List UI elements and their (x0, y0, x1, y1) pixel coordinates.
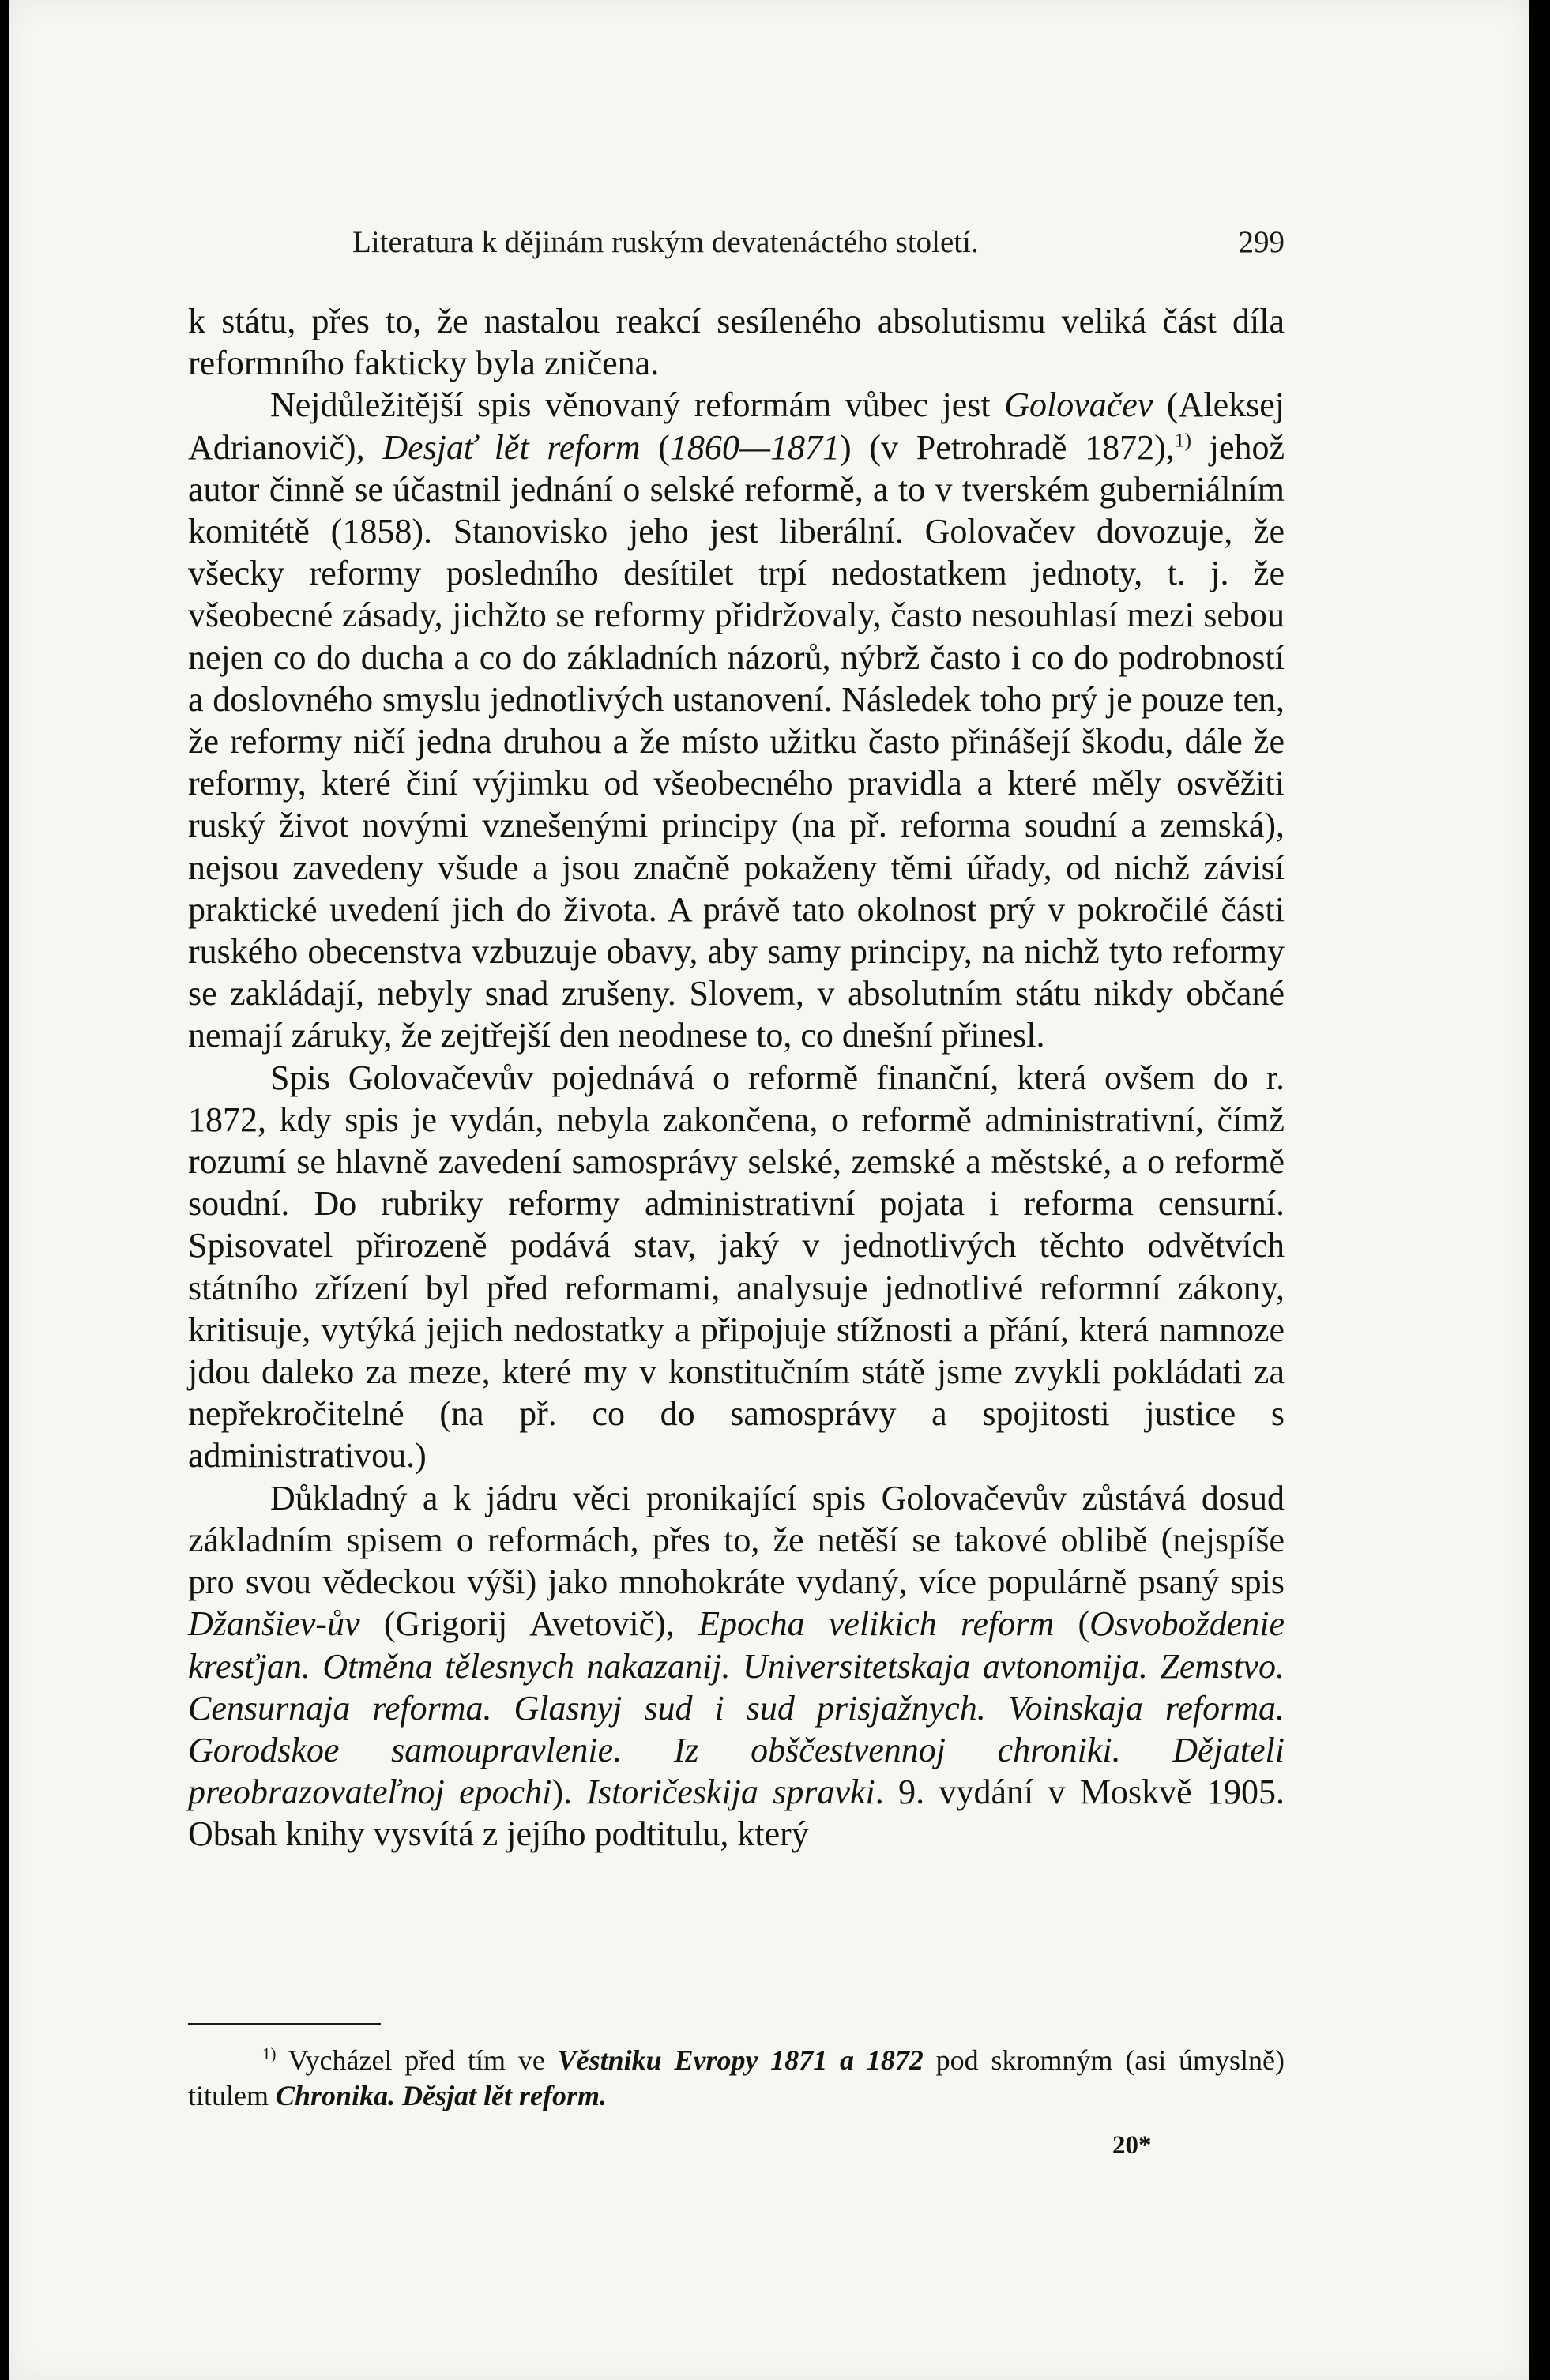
footnote-marker: 1) (262, 2044, 277, 2063)
italic-title: Osvoboždenie kresťjan. Otměna tělesnych nakazanij. Universitetskaja avtonomija. Zemstvo. Censurnaja reforma. Glasnyj sud i sud prisjažnych. Voinskaja reforma. Gorodskoe samoupravlenie. Iz obščestvennoj chroniki. Dějateli preobrazovateľnoj epochi (188, 1604, 1285, 1812)
paragraph (188, 300, 1285, 384)
italic-title: Desjať lět reform (382, 427, 641, 467)
footnote-marker: 1) (1174, 427, 1191, 451)
text-run: Spis Golovačevův pojednává o reformě finanční, která ovšem do r. 1872, kdy spis je vydán, nebyla zakončena, o reformě administrativní, čímž rozumí se hlavně zavedení samosprávy selské, zemské a městské, a o reformě soudní. Do rubriky reformy administrativní pojata i reforma censurní. Spisovatel přirozeně podává stav, jaký v jednotlivých těchto odvětvích státního zřízení byl před reformami, analysuje jednotlivé reformní zákony, kritisuje, vytýká jejich nedostatky a připojuje stížnosti a přání, která namnoze jdou daleko za meze, které my v konstitučním státě jsme zvykli pokládati za nepřekročitelné (na př. co do samosprávy a spojitosti justice s administrativou.) (188, 1058, 1285, 1476)
page-number: 299 (1238, 225, 1285, 259)
footnote (188, 2043, 1285, 2114)
footnote-divider (188, 2023, 381, 2025)
text-run: ( (1054, 1604, 1090, 1644)
text-run: k státu, přes to, že nastalou reakcí sesíleného absolutismu veliká část díla reformního fakticky byla zničena. (188, 302, 1285, 383)
text-run: Důkladný a k jádru věci pronikající spis Golovačevův zůstává dosud základním spisem o reformách, přes to, že netěší se takové oblibě (nejspíše pro svou vědeckou výši) jako mnohokráte vydaný, více populárně psaný spis (188, 1478, 1285, 1602)
italic-title: Epocha velikich reform (698, 1604, 1055, 1644)
text-run: ). (551, 1773, 587, 1812)
text-run: pod skromným (asi úmyslně) titulem (188, 2044, 1285, 2111)
body-text (188, 300, 1285, 1855)
text-run: ) (v Petrohradě 1872), (840, 427, 1175, 467)
italic-bold-title: Chronika. Děsjat lět reform. (276, 2080, 608, 2111)
page-header (352, 224, 1285, 264)
paragraph (188, 384, 1285, 1056)
paragraph (188, 1477, 1285, 1855)
italic-title: 1860—1871 (669, 427, 841, 467)
paragraph (188, 1057, 1285, 1477)
text-run: (Grigorij Avetovič), (359, 1604, 699, 1644)
italic-bold-title: Věstniku Evropy 1871 a 1872 (557, 2044, 924, 2076)
text-run: . 9. vydání v Moskvě 1905. Obsah knihy vysvítá z jejího podtitulu, který (188, 1773, 1285, 1854)
text-run: ( (640, 427, 670, 467)
text-run: (Aleksej Adrianovič), (188, 385, 1285, 467)
printer-signature-mark: 20* (1112, 2131, 1152, 2160)
italic-title: Golovačev (1004, 385, 1153, 425)
text-run: Nejdůležitější spis věnovaný reformám vůbec jest (270, 385, 1005, 425)
italic-title: Istoričeskija spravki (586, 1773, 875, 1812)
text-run: Vycházel před tím ve (276, 2044, 558, 2076)
italic-title: Džanšiev-ův (188, 1604, 360, 1644)
running-title: Literatura k dějinám ruským devatenáctého století. (352, 225, 979, 259)
book-page (9, 0, 1529, 2380)
text-run: jehož autor činně se účastnil jednání o selské reformě, a to v tverském guberniálním komitétě (1858). Stanovisko jeho jest liberální. Golovačev dovozuje, že všecky reformy posledního desítilet trpí nedostatkem jednoty, t. j. že všeobecné zásady, jichžto se reformy přidržovaly, často nesouhlasí mezi sebou nejen co do ducha a co do základních názorů, nýbrž často i co do podrobností a doslovného smyslu jednotlivých ustanovení. Následek toho prý je pouze ten, že reformy ničí jedna druhou a že místo užitku často přinášejí škodu, dále že reformy, které činí výjimku od všeobecného pravidla a které měly osvěžiti ruský život novými vznešenými principy (na př. reforma soudní a zemská), nejsou zavedeny všude a jsou značně pokaženy těmi úřady, od nichž závisí praktické uvedení jich do života. A právě tato okolnost prý v pokročilé části ruského obecenstva vzbuzuje obavy, aby samy principy, na nichž tyto reformy se zakládají, nebyly snad zrušeny. Slovem, v absolutním státu nikdy občané nemají záruky, že zejtřejší den neodnese to, co dnešní přinesl. (188, 427, 1285, 1055)
